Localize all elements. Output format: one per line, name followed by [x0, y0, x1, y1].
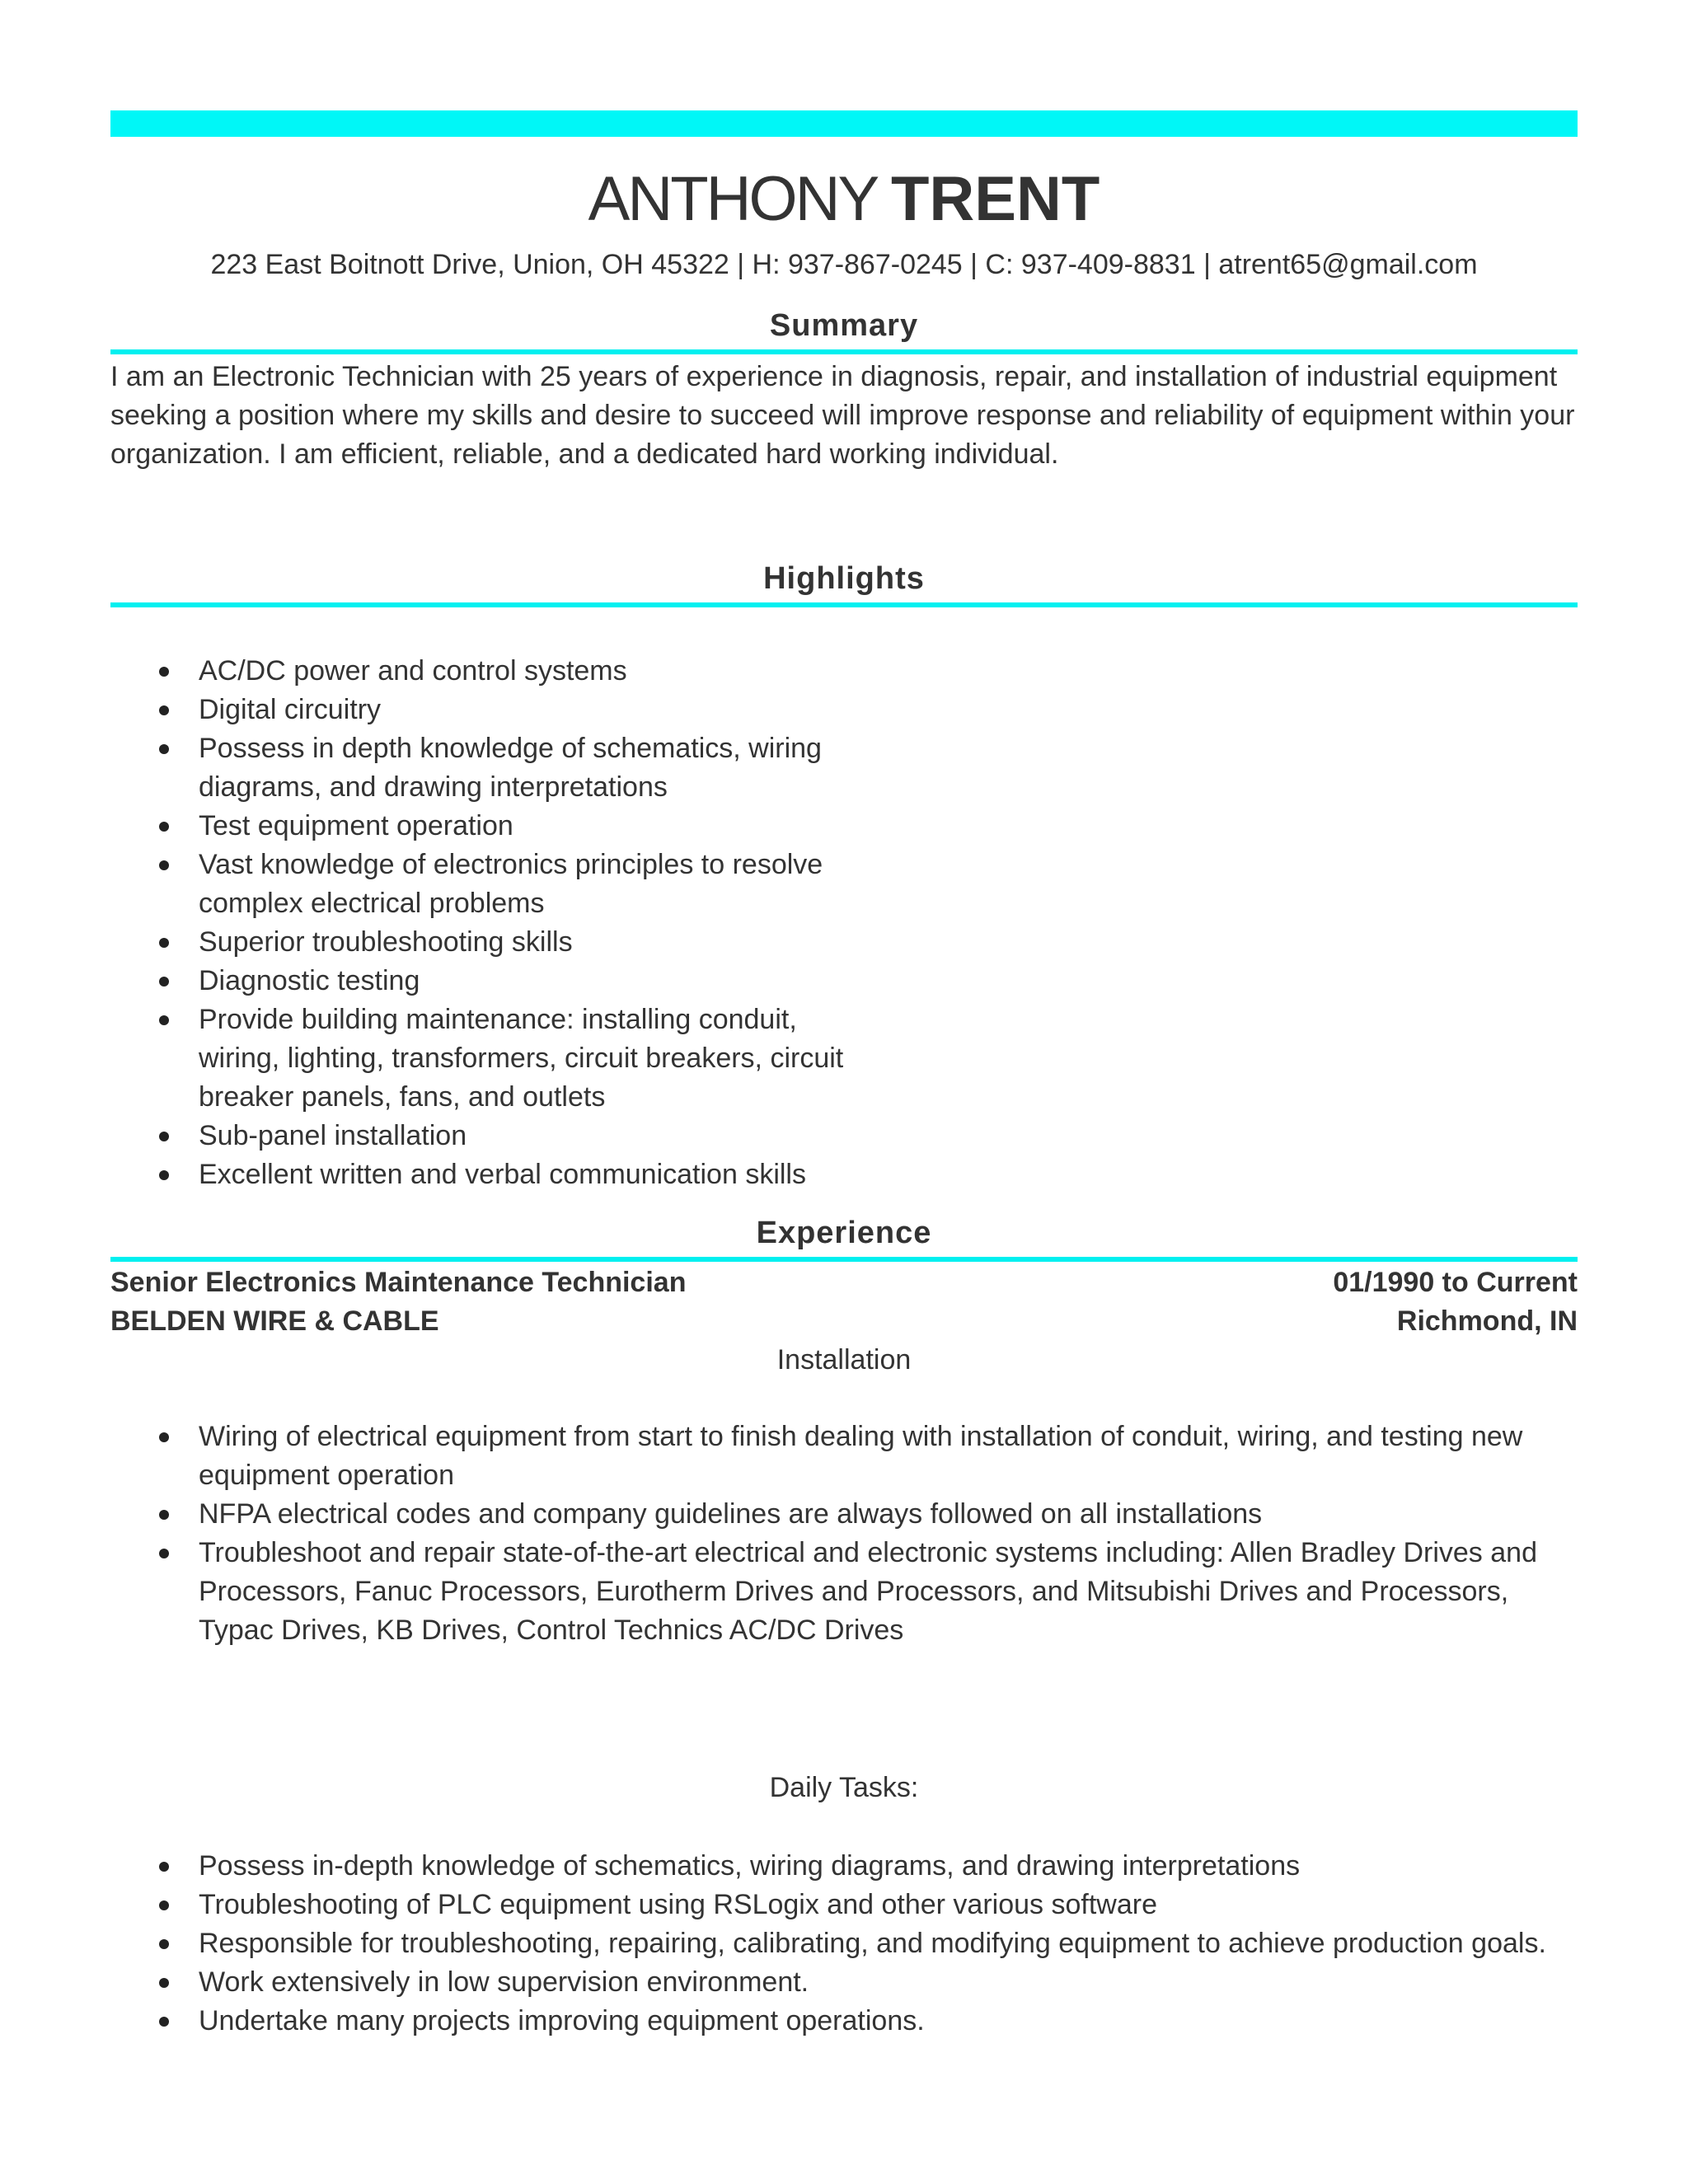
list-item: Sub-panel installation: [110, 1117, 852, 1155]
list-item: Provide building maintenance: installing conduit, wiring, lighting, transformers, circuit breakers, circuit breaker panels, fans, and outlets: [110, 1001, 852, 1117]
job-dates: 01/1990 to Current: [1333, 1267, 1578, 1298]
daily-tasks-list: [110, 1847, 1578, 2041]
summary-text: I am an Electronic Technician with 25 years of experience in diagnosis, repair, and installation of industrial equipment seeking a position where my skills and desire to succeed will improve response and reliability of equipment within your organization. I am efficient, reliable, and a dedicated hard working individual.: [110, 361, 1575, 470]
list-item: Responsible for troubleshooting, repairing, calibrating, and modifying equipment to achieve production goals.: [110, 1924, 1578, 1963]
job-entry: [110, 1263, 1578, 2041]
list-item: AC/DC power and control systems: [110, 652, 852, 691]
job-location: Richmond, IN: [1396, 1305, 1578, 1337]
highlights-list: [110, 652, 852, 1194]
installation-label: Installation: [776, 1344, 912, 1376]
list-item: Diagnostic testing: [110, 962, 852, 1001]
job-title: Senior Electronics Maintenance Technician: [110, 1267, 687, 1298]
list-item: Work extensively in low supervision environment.: [110, 1963, 1578, 2002]
job-company-row: [110, 1302, 1578, 1341]
list-item: Troubleshoot and repair state-of-the-art electrical and electronic systems including: Allen Bradley Drives and Processors, Fanuc Processors, Eurotherm Drives and Processors, and Mitsubishi Drives and Processors, Typac Drives, KB Drives, Control Technics AC/DC Drives: [110, 1534, 1578, 1650]
contact-info: 223 East Boitnott Drive, Union, OH 45322 | H: 937-867-0245 | C: 937-409-8831 | atrent65@gmail.com: [210, 249, 1478, 280]
list-item: Possess in-depth knowledge of schematics, wiring diagrams, and drawing interpretations: [110, 1847, 1578, 1886]
experience-heading: Experience: [110, 1214, 1578, 1262]
list-item: Superior troubleshooting skills: [110, 923, 852, 962]
daily-tasks-label: Daily Tasks:: [769, 1772, 919, 1803]
list-item: Troubleshooting of PLC equipment using RSLogix and other various software: [110, 1886, 1578, 1924]
list-item: Undertake many projects improving equipment operations.: [110, 2002, 1578, 2041]
list-item: Digital circuitry: [110, 691, 852, 729]
job-title-row: [110, 1263, 1578, 1302]
list-item: Vast knowledge of electronics principles to resolve complex electrical problems: [110, 846, 852, 923]
list-item: Possess in depth knowledge of schematics, wiring diagrams, and drawing interpretations: [110, 729, 852, 807]
list-item: Excellent written and verbal communication skills: [110, 1155, 852, 1194]
summary-heading: Summary: [110, 307, 1578, 354]
candidate-name: [110, 162, 1578, 237]
highlights-heading: Highlights: [110, 560, 1578, 607]
first-name: ANTHONY: [588, 164, 876, 234]
job-company: BELDEN WIRE & CABLE: [110, 1305, 439, 1337]
list-item: Wiring of electrical equipment from start to finish dealing with installation of conduit, wiring, and testing new equipment operation: [110, 1418, 1578, 1495]
installation-list: [110, 1418, 1578, 1650]
list-item: NFPA electrical codes and company guidelines are always followed on all installations: [110, 1495, 1578, 1534]
list-item: Test equipment operation: [110, 807, 852, 846]
last-name: TRENT: [891, 164, 1100, 234]
top-accent-bar: [110, 110, 1578, 137]
resume-page: [110, 110, 1578, 2041]
